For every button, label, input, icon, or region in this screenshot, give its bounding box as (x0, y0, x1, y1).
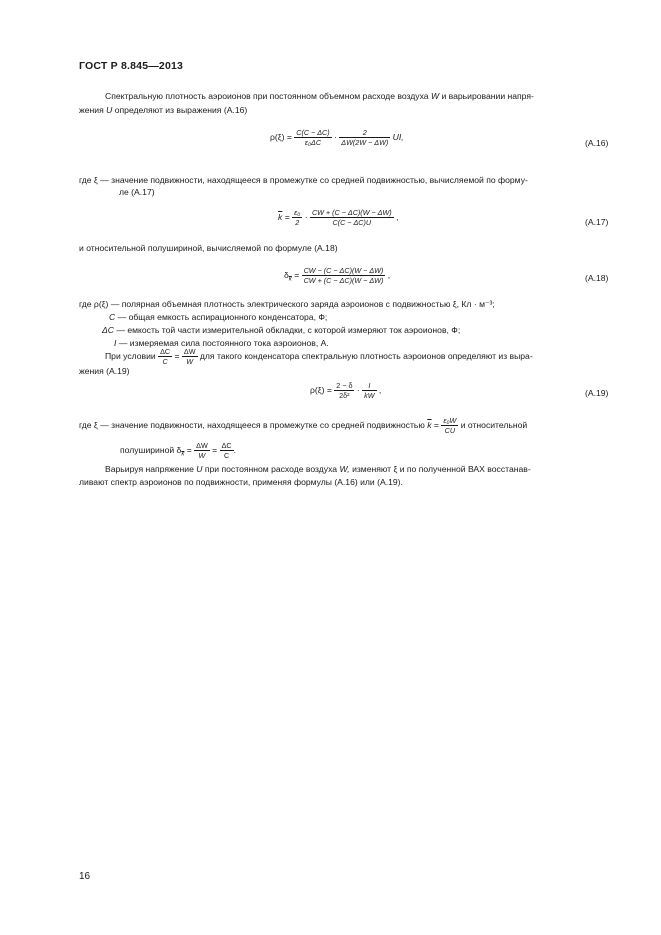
equation-a16: ρ(ξ) = $\frac{C(C - \Delta C)}{\text{ε₀ΔC}}$ · $\frac{2}{\Delta W(2W - \Delta W)}$ UI, (270, 128, 404, 147)
equation-label-a17: (А.17) (585, 217, 609, 227)
condition-fraction-1: $\frac{\Delta C}{C}$ (160, 347, 171, 366)
equation-label-a19: (А.19) (585, 388, 609, 398)
eq17-lhs: $\overline{k}$ (278, 211, 283, 222)
mean-mobility-fraction: $\frac{\text{ε₀W}}{CU}$ (443, 416, 457, 435)
eq19-fraction-1: $\frac{2 - \delta}{\text{2δ²}}$ (336, 381, 353, 400)
paragraph-condition: При условии $\frac{\Delta C}{C}$ = $\frac{\Delta W}{W}$ для такого конденсатора спектральную плотность аэроионов определяют из выра- (105, 347, 533, 366)
definition-rho: где ρ(ξ) — полярная объемная плотность электрического заряда аэроионов с подвижностью ξ, Кл · м⁻³; (79, 299, 495, 309)
half-width-fraction-1: $\frac{\Delta W}{W}$ (196, 441, 208, 460)
half-width-fraction-2: $\frac{\Delta C}{C}$ (221, 441, 232, 460)
paragraph-varying-voltage: Варьируя напряжение U при постоянном расходе воздуха W, изменяют ξ и по полученной ВАХ восстанав- (105, 464, 531, 474)
paragraph-condition-cont: жения (А.19) (79, 366, 130, 376)
eq16-lhs: ρ(ξ) = (270, 131, 292, 142)
eq16-fraction-2: $\frac{2}{\Delta W(2W - \Delta W)}$ (341, 128, 389, 147)
paragraph-xi-definition: где ξ — значение подвижности, находящееся в промежутке со средней подвижностью, вычисляемой по форму- (79, 175, 528, 185)
paragraph-intro-cont: жения U определяют из выражения (А.16) (79, 105, 248, 115)
eq18-lhs: $\delta_{\overline{k}}$ (284, 269, 292, 283)
eq19-fraction-2: $\frac{I}{kW}$ (364, 381, 375, 400)
equation-a18: $\delta_{\overline{k}}$ = $\frac{CW - (C - \Delta C)(W - \Delta W)}{CW + (C - \Delta C)(W - \Delta W)}$ , (284, 266, 391, 285)
equation-label-a18: (А.18) (585, 273, 609, 283)
definition-i: I — измеряемая сила постоянного тока аэроионов, А. (114, 338, 329, 348)
paragraph-varying-voltage-cont: ливают спектр аэроионов по подвижности, применяя формулы (А.16) или (А.19). (79, 477, 403, 487)
eq17-fraction-2: $\frac{CW + (C - \Delta C)(W - \Delta W)}{C(C - \Delta C)U}$ (311, 208, 392, 227)
paragraph-mean-mobility: где ξ — значение подвижности, находящееся в промежутке со средней подвижностью $\overline{k}$ = $\frac{\text{ε₀W}}{CU}$ и относительной (79, 416, 528, 435)
equation-a17: $\overline{k}$ = $\frac{\text{ε₀}}{2}$ · $\frac{CW + (C - \Delta C)(W - \Delta W)}{C(C - \Delta C)U}$ , (278, 208, 399, 227)
eq18-fraction: $\frac{CW - (C - \Delta C)(W - \Delta W)}{CW + (C - \Delta C)(W - \Delta W)}$ (303, 266, 384, 285)
equation-a19: ρ(ξ) = $\frac{2 - \delta}{\text{2δ²}}$ · $\frac{I}{kW}$ , (310, 381, 382, 400)
eq17-fraction-1: $\frac{\text{ε₀}}{2}$ (294, 208, 301, 227)
page-number: 16 (79, 871, 91, 882)
eq19-lhs: ρ(ξ) = (310, 384, 332, 395)
definition-delta-c: ΔC — емкость той части измерительной обкладки, с которой измеряют ток аэроионов, Ф; (102, 325, 461, 335)
paragraph-intro: Спектральную плотность аэроионов при постоянном объемном расходе воздуха W и варьировании напря- (105, 91, 534, 101)
document-header: ГОСТ Р 8.845—2013 (79, 60, 184, 72)
paragraph-half-width: и относительной полушириной, вычисляемой по формуле (А.18) (79, 243, 338, 253)
paragraph-xi-definition-cont: ле (А.17) (119, 187, 155, 197)
condition-fraction-2: $\frac{\Delta W}{W}$ (183, 347, 196, 366)
eq16-fraction-1: $\frac{C(C - \Delta C)}{\text{ε₀ΔC}}$ (296, 128, 330, 147)
definition-c: C — общая емкость аспирационного конденсатора, Ф; (109, 312, 328, 322)
equation-label-a16: (А.16) (585, 138, 609, 148)
paragraph-mean-mobility-cont: полушириной $\delta_{\overline{k}}$ = $\frac{\Delta W}{W}$ = $\frac{\Delta C}{C}$ . (120, 441, 236, 460)
